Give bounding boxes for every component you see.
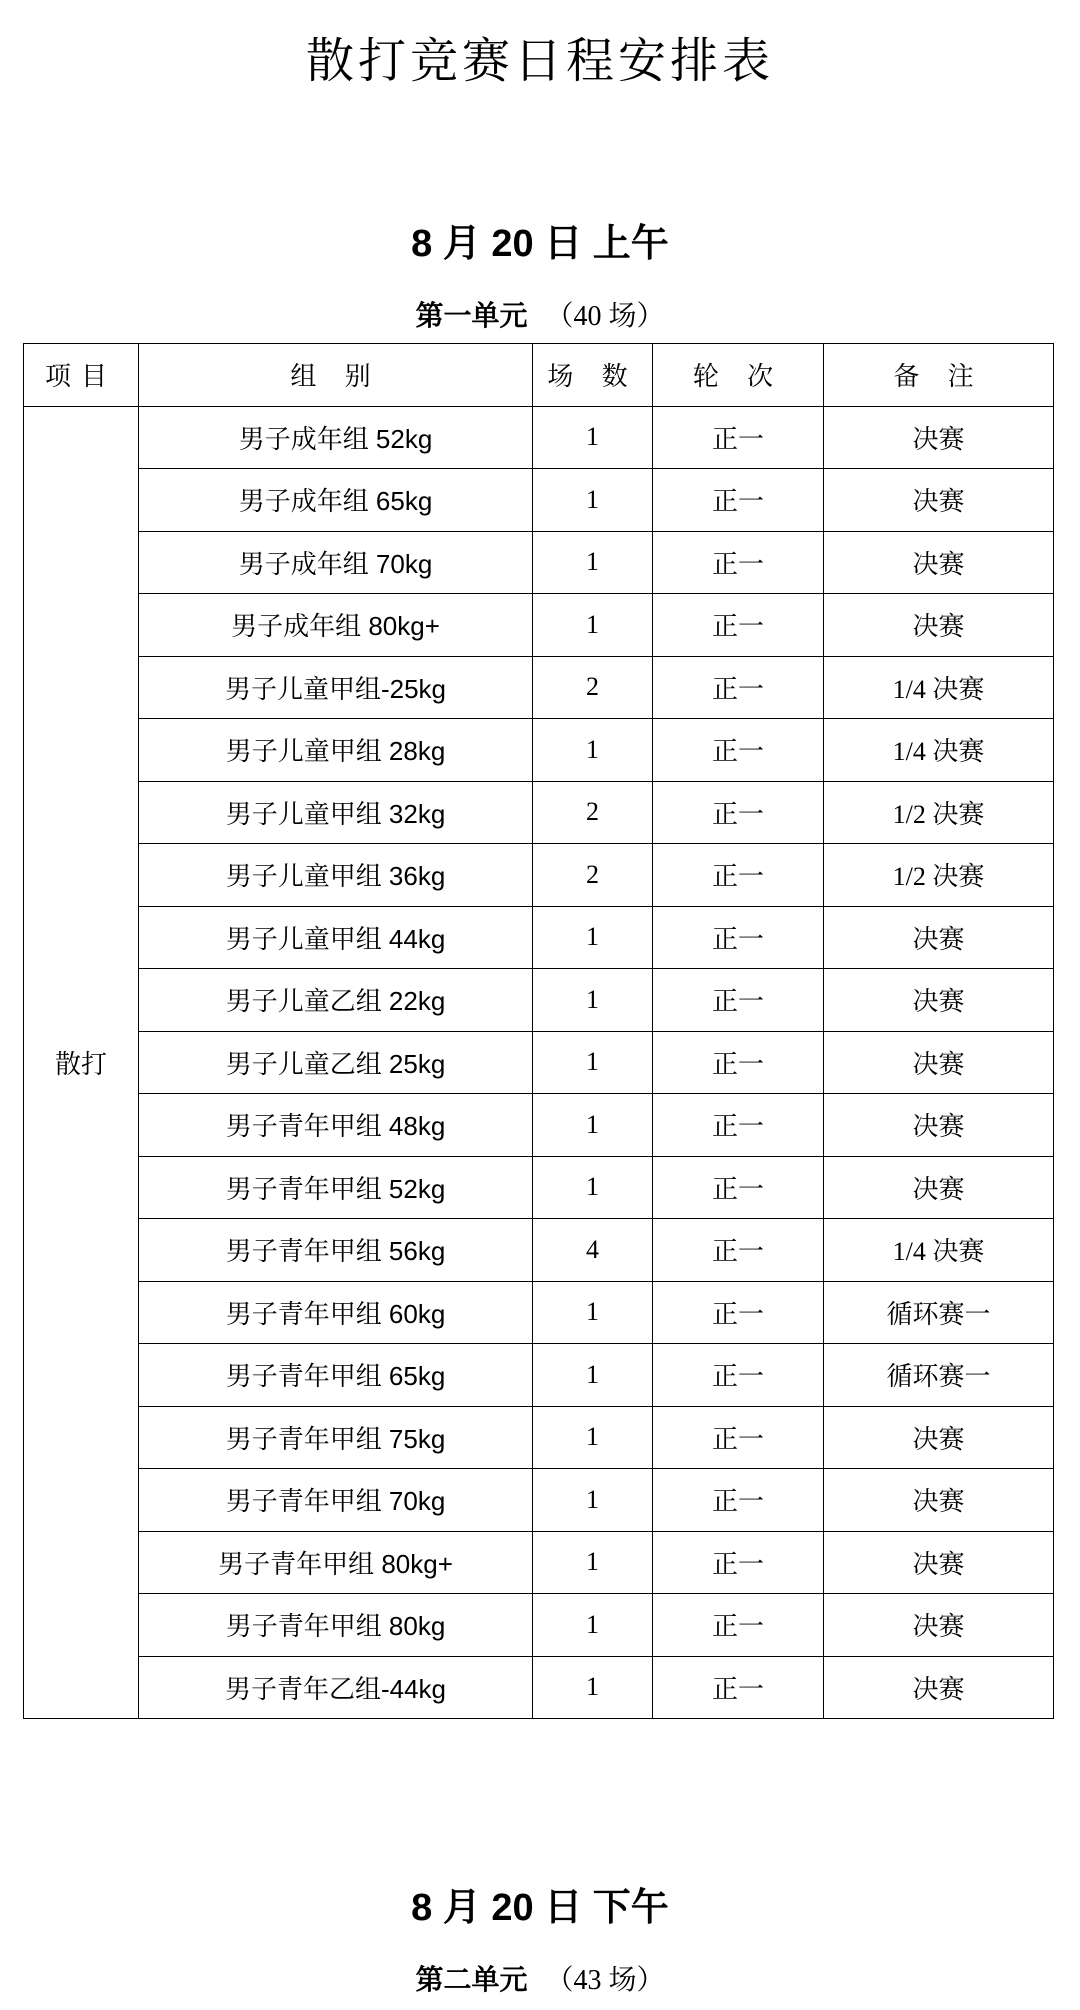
round-cell: 正一 xyxy=(653,531,824,594)
table-row xyxy=(24,781,1054,844)
header-note: 备 注 xyxy=(824,344,1054,407)
table-row xyxy=(24,1281,1054,1344)
table-row xyxy=(24,844,1054,907)
note-cell: 决赛 xyxy=(824,469,1054,532)
round-cell: 正一 xyxy=(653,1469,824,1532)
matches-cell: 1 xyxy=(533,719,653,782)
note-cell: 1/2 决赛 xyxy=(824,844,1054,907)
group-cell: 男子儿童甲组 28kg xyxy=(139,719,533,782)
round-cell: 正一 xyxy=(653,1281,824,1344)
round-cell: 正一 xyxy=(653,1094,824,1157)
table-row xyxy=(24,656,1054,719)
round-cell: 正一 xyxy=(653,1594,824,1657)
matches-cell: 1 xyxy=(533,531,653,594)
round-cell: 正一 xyxy=(653,656,824,719)
note-cell: 决赛 xyxy=(824,1469,1054,1532)
round-cell: 正一 xyxy=(653,1344,824,1407)
table-row xyxy=(24,406,1054,469)
matches-cell: 1 xyxy=(533,1594,653,1657)
header-round: 轮 次 xyxy=(653,344,824,407)
note-cell: 循环赛一 xyxy=(824,1344,1054,1407)
group-cell: 男子成年组 80kg+ xyxy=(139,594,533,657)
note-cell: 决赛 xyxy=(824,1656,1054,1719)
group-cell: 男子儿童甲组 36kg xyxy=(139,844,533,907)
group-cell: 男子成年组 52kg xyxy=(139,406,533,469)
note-cell: 决赛 xyxy=(824,531,1054,594)
matches-cell: 1 xyxy=(533,906,653,969)
round-cell: 正一 xyxy=(653,969,824,1032)
round-cell: 正一 xyxy=(653,1156,824,1219)
group-cell: 男子青年甲组 70kg xyxy=(139,1469,533,1532)
group-cell: 男子青年甲组 56kg xyxy=(139,1219,533,1282)
round-cell: 正一 xyxy=(653,844,824,907)
round-cell: 正一 xyxy=(653,781,824,844)
group-cell: 男子青年甲组 60kg xyxy=(139,1281,533,1344)
note-cell: 决赛 xyxy=(824,1594,1054,1657)
round-cell: 正一 xyxy=(653,1531,824,1594)
note-cell: 1/4 决赛 xyxy=(824,656,1054,719)
header-group: 组 别 xyxy=(139,344,533,407)
matches-cell: 2 xyxy=(533,844,653,907)
note-cell: 决赛 xyxy=(824,594,1054,657)
matches-cell: 1 xyxy=(533,1281,653,1344)
session-heading-afternoon: 8 月 20 日 下午 xyxy=(411,1887,669,1929)
unit-count: （40 场） xyxy=(545,301,665,332)
note-cell: 决赛 xyxy=(824,1031,1054,1094)
table-row xyxy=(24,1469,1054,1532)
unit-count: （43 场） xyxy=(545,1965,665,1996)
table-header-row xyxy=(24,344,1054,407)
table-row xyxy=(24,1656,1054,1719)
group-cell: 男子成年组 65kg xyxy=(139,469,533,532)
matches-cell: 1 xyxy=(533,1531,653,1594)
round-cell: 正一 xyxy=(653,1406,824,1469)
table-row xyxy=(24,531,1054,594)
matches-cell: 1 xyxy=(533,406,653,469)
page-title: 散打竞赛日程安排表 xyxy=(305,33,774,89)
session-heading-morning: 8 月 20 日 上午 xyxy=(411,223,669,265)
note-cell: 1/2 决赛 xyxy=(824,781,1054,844)
table-row xyxy=(24,594,1054,657)
unit-label: 第一单元 xyxy=(415,299,528,332)
note-cell: 1/4 决赛 xyxy=(824,719,1054,782)
table-row xyxy=(24,719,1054,782)
group-cell: 男子儿童乙组 22kg xyxy=(139,969,533,1032)
table-row xyxy=(24,906,1054,969)
unit-heading-1 xyxy=(0,294,1080,334)
matches-cell: 4 xyxy=(533,1219,653,1282)
round-cell: 正一 xyxy=(653,1656,824,1719)
table-row xyxy=(24,1094,1054,1157)
table-row xyxy=(24,469,1054,532)
round-cell: 正一 xyxy=(653,1031,824,1094)
header-matches: 场 数 xyxy=(533,344,653,407)
schedule-table xyxy=(23,343,1054,1719)
group-cell: 男子青年甲组 48kg xyxy=(139,1094,533,1157)
matches-cell: 1 xyxy=(533,1656,653,1719)
note-cell: 决赛 xyxy=(824,406,1054,469)
note-cell: 决赛 xyxy=(824,969,1054,1032)
matches-cell: 1 xyxy=(533,1344,653,1407)
matches-cell: 1 xyxy=(533,469,653,532)
table-row xyxy=(24,1594,1054,1657)
group-cell: 男子儿童甲组 44kg xyxy=(139,906,533,969)
group-cell: 男子青年甲组 80kg+ xyxy=(139,1531,533,1594)
group-cell: 男子儿童甲组-25kg xyxy=(139,656,533,719)
note-cell: 决赛 xyxy=(824,1531,1054,1594)
round-cell: 正一 xyxy=(653,594,824,657)
group-cell: 男子青年甲组 80kg xyxy=(139,1594,533,1657)
table-row xyxy=(24,1219,1054,1282)
note-cell: 决赛 xyxy=(824,1406,1054,1469)
group-cell: 男子青年甲组 52kg xyxy=(139,1156,533,1219)
event-cell: 散打 xyxy=(24,406,139,1719)
matches-cell: 1 xyxy=(533,1406,653,1469)
note-cell: 1/4 决赛 xyxy=(824,1219,1054,1282)
table-row xyxy=(24,1031,1054,1094)
matches-cell: 1 xyxy=(533,1031,653,1094)
matches-cell: 1 xyxy=(533,1094,653,1157)
note-cell: 决赛 xyxy=(824,1094,1054,1157)
round-cell: 正一 xyxy=(653,906,824,969)
group-cell: 男子青年甲组 65kg xyxy=(139,1344,533,1407)
note-cell: 循环赛一 xyxy=(824,1281,1054,1344)
table-row xyxy=(24,1344,1054,1407)
table-body xyxy=(24,406,1054,1719)
matches-cell: 1 xyxy=(533,594,653,657)
matches-cell: 1 xyxy=(533,969,653,1032)
round-cell: 正一 xyxy=(653,406,824,469)
header-event: 项目 xyxy=(24,344,139,407)
matches-cell: 2 xyxy=(533,656,653,719)
table-row xyxy=(24,1406,1054,1469)
note-cell: 决赛 xyxy=(824,1156,1054,1219)
round-cell: 正一 xyxy=(653,1219,824,1282)
unit-heading-2 xyxy=(0,1958,1080,1998)
table-row xyxy=(24,969,1054,1032)
group-cell: 男子成年组 70kg xyxy=(139,531,533,594)
group-cell: 男子青年乙组-44kg xyxy=(139,1656,533,1719)
group-cell: 男子青年甲组 75kg xyxy=(139,1406,533,1469)
table-row xyxy=(24,1531,1054,1594)
unit-label: 第二单元 xyxy=(415,1963,528,1996)
table-row xyxy=(24,1156,1054,1219)
note-cell: 决赛 xyxy=(824,906,1054,969)
matches-cell: 2 xyxy=(533,781,653,844)
round-cell: 正一 xyxy=(653,469,824,532)
matches-cell: 1 xyxy=(533,1469,653,1532)
group-cell: 男子儿童甲组 32kg xyxy=(139,781,533,844)
round-cell: 正一 xyxy=(653,719,824,782)
matches-cell: 1 xyxy=(533,1156,653,1219)
group-cell: 男子儿童乙组 25kg xyxy=(139,1031,533,1094)
